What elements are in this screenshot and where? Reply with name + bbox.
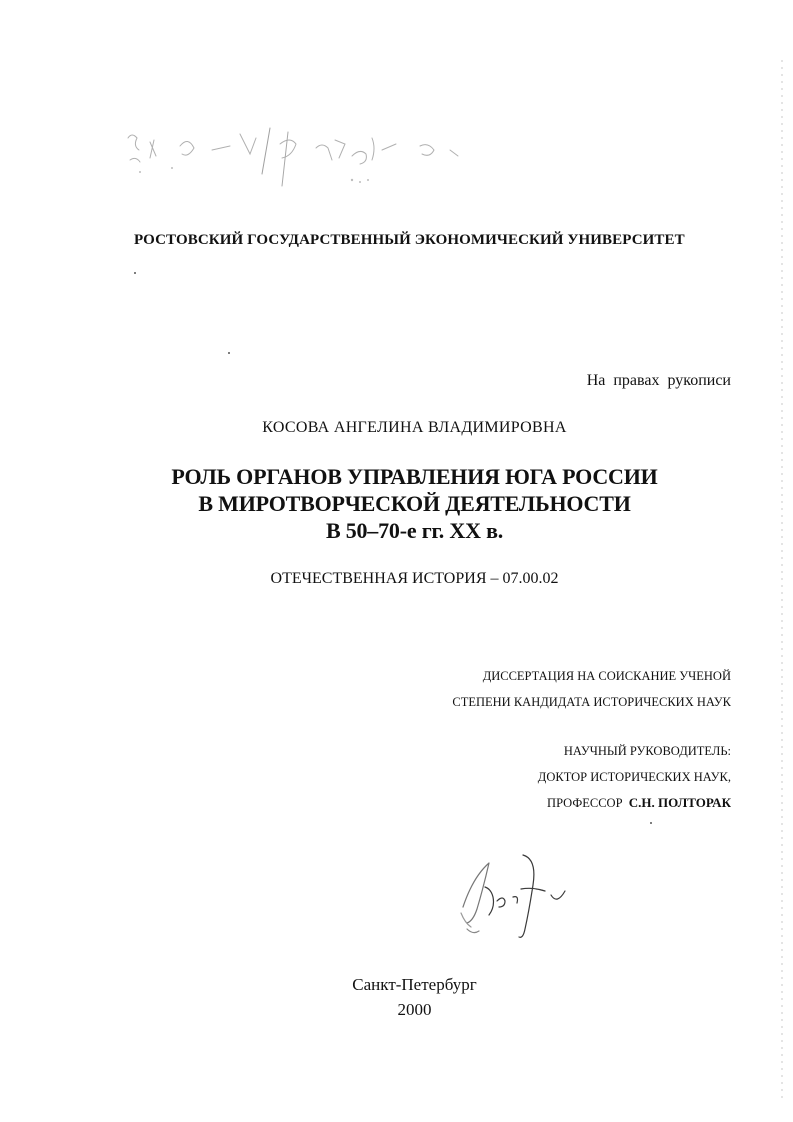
advisor-title: ПРОФЕССОР [547, 796, 623, 810]
title-line-1: РОЛЬ ОРГАНОВ УПРАВЛЕНИЯ ЮГА РОССИИ [171, 464, 658, 489]
advisor-line-3 [538, 790, 731, 816]
university-name: РОСТОВСКИЙ ГОСУДАРСТВЕННЫЙ ЭКОНОМИЧЕСКИЙ УНИВЕРСИТЕТ [134, 232, 685, 248]
rights-note: На правах рукописи [586, 372, 731, 389]
scientific-advisor [538, 738, 731, 816]
scan-edge-artifact [779, 60, 785, 1100]
title-line-2: В МИРОТВОРЧЕСКОЙ ДЕЯТЕЛЬНОСТИ [198, 491, 631, 516]
degree-line-1: ДИССЕРТАЦИЯ НА СОИСКАНИЕ УЧЕНОЙ [482, 669, 731, 683]
dissertation-title [0, 463, 793, 544]
advisor-line-2: ДОКТОР ИСТОРИЧЕСКИХ НАУК, [537, 770, 731, 784]
degree-line-2: СТЕПЕНИ КАНДИДАТА ИСТОРИЧЕСКИХ НАУК [452, 695, 731, 709]
city: Санкт-Петербург [352, 975, 477, 994]
degree-statement [452, 663, 731, 715]
place-and-year [0, 972, 793, 1022]
scan-speck [228, 352, 230, 354]
author-name: КОСОВА АНГЕЛИНА ВЛАДИМИРОВНА [262, 419, 567, 436]
year: 2000 [397, 1000, 432, 1019]
advisor-line-1: НАУЧНЫЙ РУКОВОДИТЕЛЬ: [563, 744, 731, 758]
faint-stamp-mark [120, 120, 480, 190]
scan-speck [134, 272, 136, 274]
title-line-3: В 50–70-е гг. XX в. [325, 518, 504, 543]
specialty-code: ОТЕЧЕСТВЕННАЯ ИСТОРИЯ – 07.00.02 [270, 570, 559, 587]
advisor-name: С.Н. ПОЛТОРАК [628, 795, 731, 810]
scan-speck [650, 822, 652, 824]
author-signature [455, 845, 605, 945]
